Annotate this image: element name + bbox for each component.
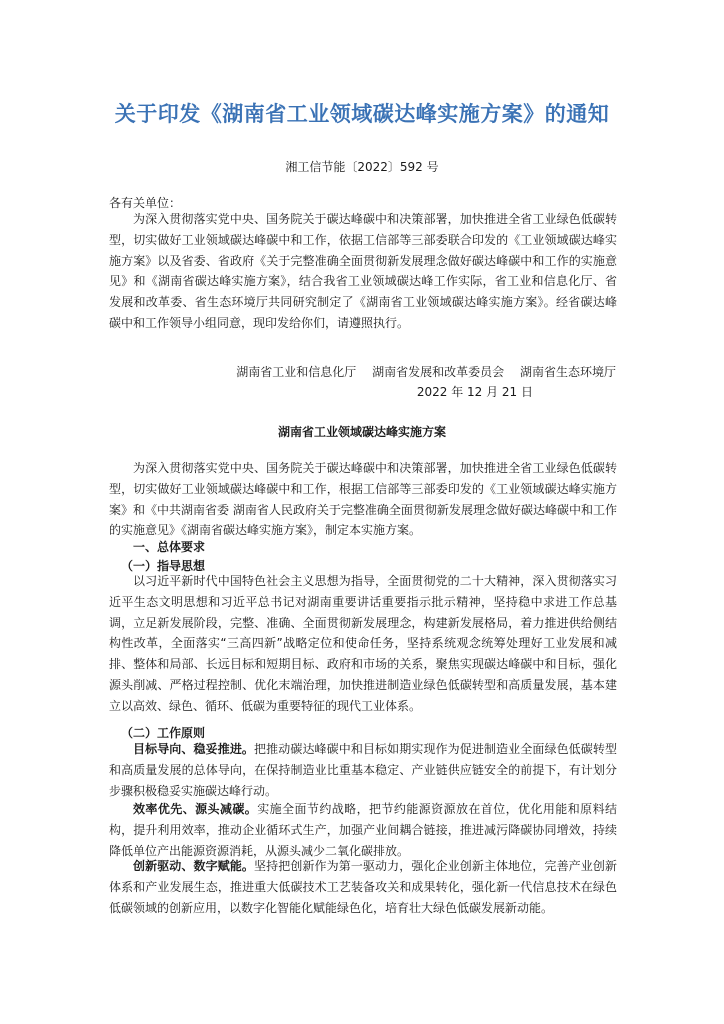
plan-intro: 为深入贯彻落实党中央、国务院关于碳达峰碳中和决策部署，加快推进全省工业绿色低碳转型，切实做好工业领域碳达峰碳中和工作，根据工信部等三部委印发的《工业领域碳达峰实施方案》和《中共湖南省委 湖南省人民政府关于完整准确全面贯彻新发展理念做好碳达峰碳中和工作的实施意见》《湖南省碳达峰实施方案》，制定本实施方案。 xyxy=(109,461,617,538)
section-heading: 一、总体要求 xyxy=(133,540,206,554)
addressee: 各有关单位： xyxy=(109,196,182,210)
principle-paragraph xyxy=(109,856,617,918)
principle-body: 实施全面节约战略，把节约能源资源放在首位，优化用能和原料结构，提升利用效率，推动企业循环式生产，加强产业间耦合链接，推进减污降碳协同增效，持续降低单位产出能源资源消耗，从源头减少二氧化碳排放。 xyxy=(109,802,617,858)
principle-lead: 目标导向、稳妥推进。 xyxy=(133,742,255,756)
principle-lead: 效率优先、源头减碳。 xyxy=(133,802,258,816)
issuing-departments xyxy=(0,363,616,380)
principle-body: 坚持把创新作为第一驱动力，强化企业创新主体地位，完善产业创新体系和产业发展生态，推进重大低碳技术工艺装备攻关和成果转化，强化新一代信息技术在绿色低碳领域的创新应用，以数字化智能化赋能绿色化，培育壮大绿色低碳发展新动能。 xyxy=(109,859,617,915)
notice-body: 为深入贯彻落实党中央、国务院关于碳达峰碳中和决策部署，加快推进全省工业绿色低碳转型，切实做好工业领域碳达峰碳中和工作，依据工信部等三部委联合印发的《工业领域碳达峰实施方案》以及省委、省政府《关于完整准确全面贯彻新发展理念做好碳达峰碳中和工作的实施意见》和《湖南省碳达峰实施方案》，结合我省工业领域碳达峰工作实际，省工业和信息化厅、省发展和改革委、省生态环境厅共同研究制定了《湖南省工业领域碳达峰实施方案》。经省碳达峰碳中和工作领导小组同意，现印发给你们，请遵照执行。 xyxy=(109,212,617,330)
guiding-ideology-body: 以习近平新时代中国特色社会主义思想为指导，全面贯彻党的二十大精神，深入贯彻落实习近平生态文明思想和习近平总书记对湖南重要讲话重要指示批示精神，坚持稳中求进工作总基调，立足新发展阶段，完整、准确、全面贯彻新发展理念，构建新发展格局，着力推进供给侧结构性改革，全面落实“三高四新”战略定位和使命任务，坚持系统观念统筹处理好工业发展和减排、整体和局部、长远目标和短期目标、政府和市场的关系，聚焦实现碳达峰碳中和目标，强化源头削减、严格过程控制、优化末端治理，加快推进制造业绿色低碳转型和高质量发展，基本建立以高效、绿色、循环、低碳为重要特征的现代工业体系。 xyxy=(109,574,617,713)
plan-title: 湖南省工业领域碳达峰实施方案 xyxy=(277,425,446,439)
issuer: 湖南省工业和信息化厅 xyxy=(236,365,357,379)
subsection-heading: （二）工作原则 xyxy=(121,726,206,740)
issuer: 湖南省生态环境厅 xyxy=(519,365,616,379)
issue-date: 2022 年 12 月 21 日 xyxy=(416,385,533,399)
principle-body: 把推动碳达峰碳中和目标如期实现作为促进制造业全面绿色低碳转型和高质量发展的总体导向，在保持制造业比重基本稳定、产业链供应链安全的前提下，有计划分步骤积极稳妥实施碳达峰行动。 xyxy=(109,742,617,798)
document-number: 湘工信节能〔2022〕592 号 xyxy=(285,160,439,174)
principle-paragraph xyxy=(109,799,617,861)
principle-paragraph xyxy=(109,739,617,801)
principle-lead: 创新驱动、数字赋能。 xyxy=(133,859,255,873)
notice-title: 关于印发《湖南省工业领域碳达峰实施方案》的通知 xyxy=(114,102,610,126)
issuer: 湖南省发展和改革委员会 xyxy=(372,365,505,379)
subsection-heading: （一）指导思想 xyxy=(121,559,206,573)
